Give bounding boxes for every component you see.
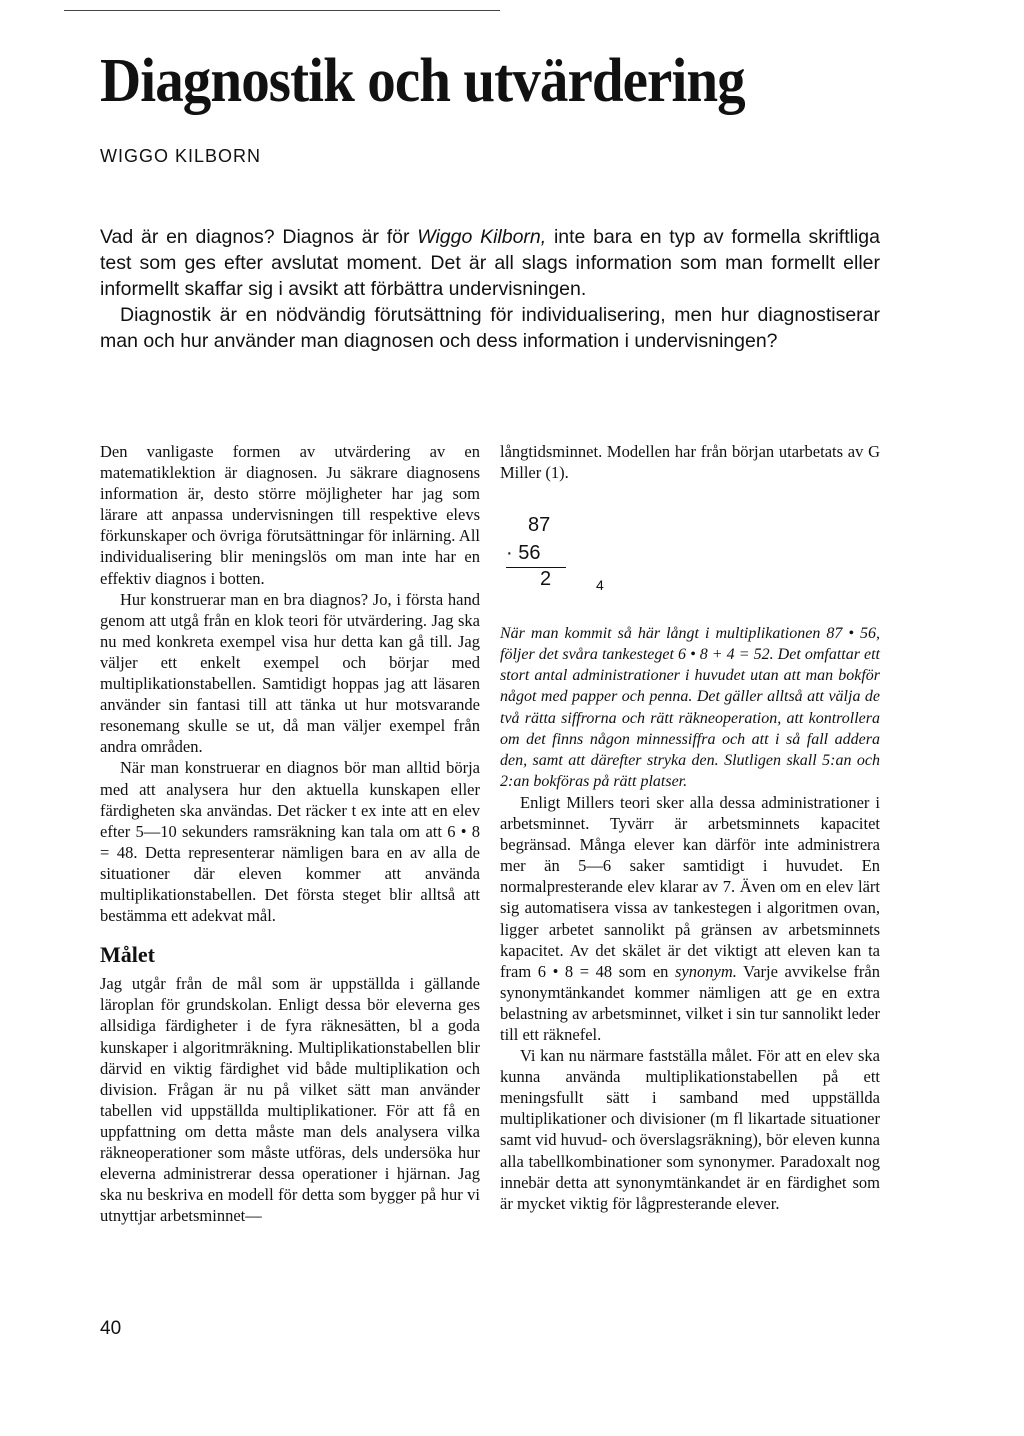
- body-paragraph: Vi kan nu närmare fastställa målet. För att en elev ska kunna använda multiplikationstabellen på ett meningsfullt sätt i samband med uppställda multiplikationer och divisioner (m fl likartade situationer samt vid huvud- och överslagsräkning), bör eleven kunna alla tabellkombinationer som synonymer. Paradoxalt nog innebär detta att synonymtänkandet är en färdighet som är mycket viktig för lågpresterande elever.: [500, 1046, 880, 1213]
- body-paragraph: När man konstruerar en diagnos bör man alltid börja med att analysera hur den aktuella kunskapen eller färdigheten ska användas. Det räcker t ex inte att en elev efter 5—10 sekunders ramsräkning kan tala om att 6 • 8 = 48. Detta representerar nämligen bara en av alla de situationer där eleven kommer att använda multiplikationstabellen. Det första steget blir alltså att bestämma ett adekvat mål.: [100, 758, 480, 926]
- top-rule: [64, 10, 500, 11]
- calc-carry-digit: 4: [596, 577, 604, 594]
- left-column: [100, 441, 480, 1226]
- lead-paragraph-1: [100, 224, 880, 302]
- multiplication-example: [500, 503, 880, 623]
- page-number: 40: [100, 1318, 122, 1339]
- body-paragraph: [500, 792, 880, 1045]
- author-name: WIGGO KILBORN: [100, 146, 262, 166]
- calc-rule: [506, 567, 566, 568]
- body-text: Enligt Millers teori sker alla dessa administrationer i arbetsminnet. Tyvärr är arbetsminnets kapacitet begränsad. Många elever kan därför inte administrera mer än 5—6 saker samtidigt i huvudet. En normalpresterande elev klarar av 7. Även om en elev lärt sig automatisera vissa av tankestegen i algoritmen ovan, ligger arbetet sannolikt på gränsen av arbetsminnets kapacitet. Av det skälet är det viktigt att eleven kan ta fram 6 • 8 = 48 som en: [500, 792, 880, 981]
- body-paragraph: Hur konstruerar man en bra diagnos? Jo, i första hand genom att utgå från en klok teori för utvärdering. Jag ska nu med konkreta exempel visa hur detta kan gå till. Jag väljer ett enkelt exempel och börjar med multiplikationstabellen. Samtidigt hoppas jag att läsaren använder sin fantasi till att tänka ut hur motsvarande resonemang skulle se ut, då man väljer exempel från andra områden.: [100, 589, 480, 757]
- body-text: Varje avvikelse från synonymtänkandet kommer nämligen att ge en extra belastning av arbetsminnet, vilket i sin tur sannolikt leder till ett räknefel.: [500, 961, 881, 1044]
- body-paragraph: långtidsminnet. Modellen har från början utarbetats av G Miller (1).: [500, 442, 880, 483]
- lead-text-b: inte bara en typ av formella skriftliga test som ges efter avslutat moment. Det är all slags information som man formellt eller informellt skaffar sig i avsikt att förbättra undervisningen.: [100, 226, 881, 300]
- figure-caption: När man kommit så här långt i multiplikationen 87 • 56, följer det svåra tankesteget 6 • 8 + 4 = 52. Det omfattar ett stort antal administrationer i huvudet utan att man bokför något med papper och penna. Det gäller alltså att välja de två rätta siffrorna och rätt räkneoperation, att kontrollera om det finns någon minnessiffra och att i så fall addera den, samt att därefter stryka den. Slutligen skall 5:an och 2:an bokföras på rätt platser.: [500, 625, 880, 790]
- lead-author-name: Wiggo Kilborn,: [417, 226, 547, 248]
- article-title: Diagnostik och utvärdering: [100, 47, 745, 115]
- lead-paragraph-2: Diagnostik är en nödvändig förutsättning för individualisering, men hur diagnostiserar man och hur använder man diagnosen och dess information i undervisningen?: [100, 304, 880, 352]
- calc-multiplier: · 56: [506, 542, 541, 565]
- body-paragraph: Jag utgår från de mål som är uppställda i gällande läroplan för grundskolan. Enligt dessa bör eleverna ges allsidiga färdigheter i de fyra räknesätten, bl a goda kunskaper i algoritmräkning. Multiplikationstabellen blir därvid en viktig färdighet vid både multiplikation och division. Frågan är nu på vilket sätt man använder tabellen vid uppställda multiplikationer. För att få en uppfattning om detta måste man dels analysera vilka räkneoperationer som måste utföras, dels undersöka hur eleverna administrerar dessa operationer i hjärnan. Jag ska nu beskriva en modell för detta som bygger på hur vi utnyttjar arbetsminnet—: [100, 974, 480, 1226]
- lead-text-a: Vad är en diagnos? Diagnos är för: [100, 226, 418, 248]
- lead-paragraphs: [100, 224, 880, 354]
- section-heading: Målet: [100, 942, 155, 968]
- body-paragraph: Den vanligaste formen av utvärdering av en matematiklektion är diagnosen. Ju säkrare diagnosens information är, desto större möjligheter har jag som lärare att anpassa undervisningen till respektive elevs förkunskaper och övriga förutsättningar för inlärning. All individualisering blir meningslös om man inte har en effektiv diagnos i botten.: [100, 442, 480, 588]
- calc-result-digit: 2: [540, 568, 552, 591]
- calc-multiplicand: 87: [528, 514, 551, 537]
- right-column: [500, 441, 880, 1214]
- emphasis-text: synonym.: [675, 961, 737, 981]
